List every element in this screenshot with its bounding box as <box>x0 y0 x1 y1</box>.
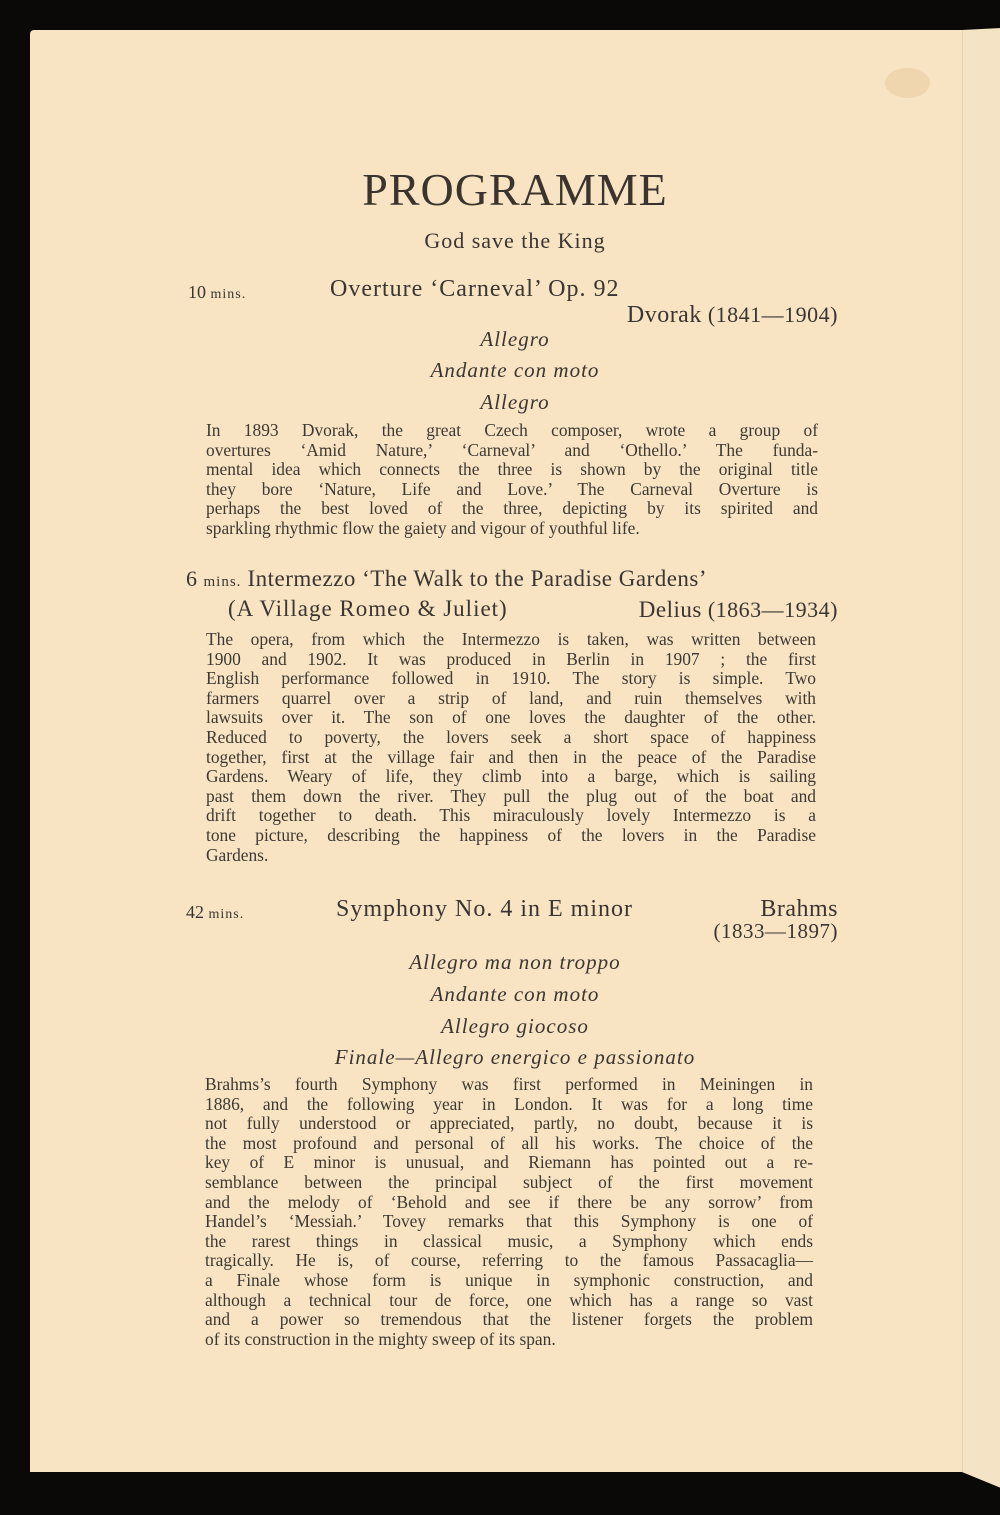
composer-dates: (1863—1934) <box>707 597 838 622</box>
note-line: together, first at the village fair and then in the peace of the Paradise <box>206 746 816 767</box>
note-line: sparkling rhythmic flow the gaiety and vigour of youthful life. <box>206 517 640 538</box>
duration-value: 6 <box>186 566 198 591</box>
note-line: and a power so tremendous that the listener forgets the problem <box>205 1309 813 1330</box>
note-line: perhaps the best loved of the three, depicting by its spirited and <box>206 498 818 519</box>
work-title-3: Symphony No. 4 in E minor <box>336 896 634 922</box>
work-title-2: Intermezzo ‘The Walk to the Paradise Gardens’ <box>247 566 708 591</box>
note-line: not fully understood or appreciated, partly, no doubt, because it is <box>205 1113 813 1134</box>
movement: Andante con moto <box>430 982 600 1006</box>
programme-note-1 <box>206 421 818 539</box>
note-line: they bore ‘Nature, Life and Love.’ The Carneval Overture is <box>206 478 818 499</box>
note-line: The opera, from which the Intermezzo is taken, was written between <box>206 629 816 649</box>
note-line: tragically. He is, of course, referring to the famous Passacaglia— <box>205 1250 813 1271</box>
duration-unit: mins. <box>203 574 242 590</box>
note-line: and the melody of ‘Behold and see if there be any sorrow’ from <box>205 1191 813 1212</box>
work-subtitle-2: (A Village Romeo & Juliet) <box>228 596 508 621</box>
note-line: Gardens. Weary of life, they climb into a barge, which is sailing <box>206 766 816 787</box>
note-line: past them down the river. They pull the plug out of the boat and <box>206 785 816 806</box>
note-line: of its construction in the mighty sweep of its span. <box>205 1328 556 1349</box>
note-line: overtures ‘Amid Nature,’ ‘Carneval’ and ‘Othello.’ The funda- <box>206 439 818 460</box>
note-line: a Finale whose form is unique in symphonic construction, and <box>205 1269 813 1290</box>
note-line: key of E minor is unusual, and Riemann has pointed out a re- <box>205 1152 813 1173</box>
note-line: lawsuits over it. The son of one loves the daughter of the other. <box>206 707 816 728</box>
programme-note-3 <box>205 1075 813 1349</box>
movement: Allegro <box>480 390 550 414</box>
note-line: Reduced to poverty, the lovers seek a short space of happiness <box>206 726 816 747</box>
duration-unit: mins. <box>210 287 247 302</box>
anthem-line: God save the King <box>424 228 606 253</box>
duration-1 <box>188 282 246 303</box>
composer-1 <box>627 302 838 329</box>
note-line: although a technical tour de force, one which has a range so vast <box>205 1289 813 1310</box>
duration-value: 10 <box>188 282 206 302</box>
duration-3 <box>186 902 244 923</box>
duration-unit: mins. <box>208 907 245 922</box>
composer-2 <box>639 597 838 623</box>
note-line: English performance followed in 1910. The story is simple. Two <box>206 668 816 689</box>
note-line: drift together to death. This miraculously lovely Intermezzo is a <box>206 805 816 826</box>
note-line: In 1893 Dvorak, the great Czech composer, wrote a group of <box>206 420 818 440</box>
paper-stain <box>885 68 930 98</box>
movement: Allegro giocoso <box>441 1014 589 1038</box>
note-line: farmers quarrel over a strip of land, and ruin themselves with <box>206 687 816 708</box>
note-line: semblance between the principal subject of the first movement <box>205 1171 813 1192</box>
note-line: tone picture, describing the happiness of the lovers in the Paradise <box>206 824 816 845</box>
composer-name: Delius <box>638 597 702 622</box>
page-title: PROGRAMME <box>362 164 668 215</box>
note-line: 1900 and 1902. It was produced in Berlin in 1907 ; the first <box>206 648 816 669</box>
movement: Allegro ma non troppo <box>409 950 621 974</box>
note-line: the rarest things in classical music, a Symphony which ends <box>205 1230 813 1251</box>
movement: Andante con moto <box>430 358 600 382</box>
programme-note-2 <box>206 630 816 865</box>
work-title-1: Overture ‘Carneval’ Op. 92 <box>330 276 620 302</box>
note-line: Handel’s ‘Messiah.’ Tovey remarks that this Symphony is one of <box>205 1211 813 1232</box>
composer-dates-3: (1833—1897) <box>713 919 838 943</box>
composer-dates: (1841—1904) <box>707 302 838 327</box>
composer-name-3: Brahms <box>760 896 838 922</box>
note-line: 1886, and the following year in London. It was for a long time <box>205 1093 813 1114</box>
duration-value: 42 <box>186 902 204 922</box>
note-line: Brahms’s fourth Symphony was first performed in Meiningen in <box>205 1074 813 1094</box>
note-line: the most profound and personal of all his works. The choice of the <box>205 1132 813 1153</box>
movement: Allegro <box>480 327 550 351</box>
work-heading-2 <box>186 566 707 592</box>
movement: Finale—Allegro energico e passionato <box>334 1045 696 1069</box>
note-line: Gardens. <box>206 844 269 865</box>
composer-name: Dvorak <box>626 302 702 328</box>
note-line: mental idea which connects the three is shown by the original title <box>206 459 818 480</box>
